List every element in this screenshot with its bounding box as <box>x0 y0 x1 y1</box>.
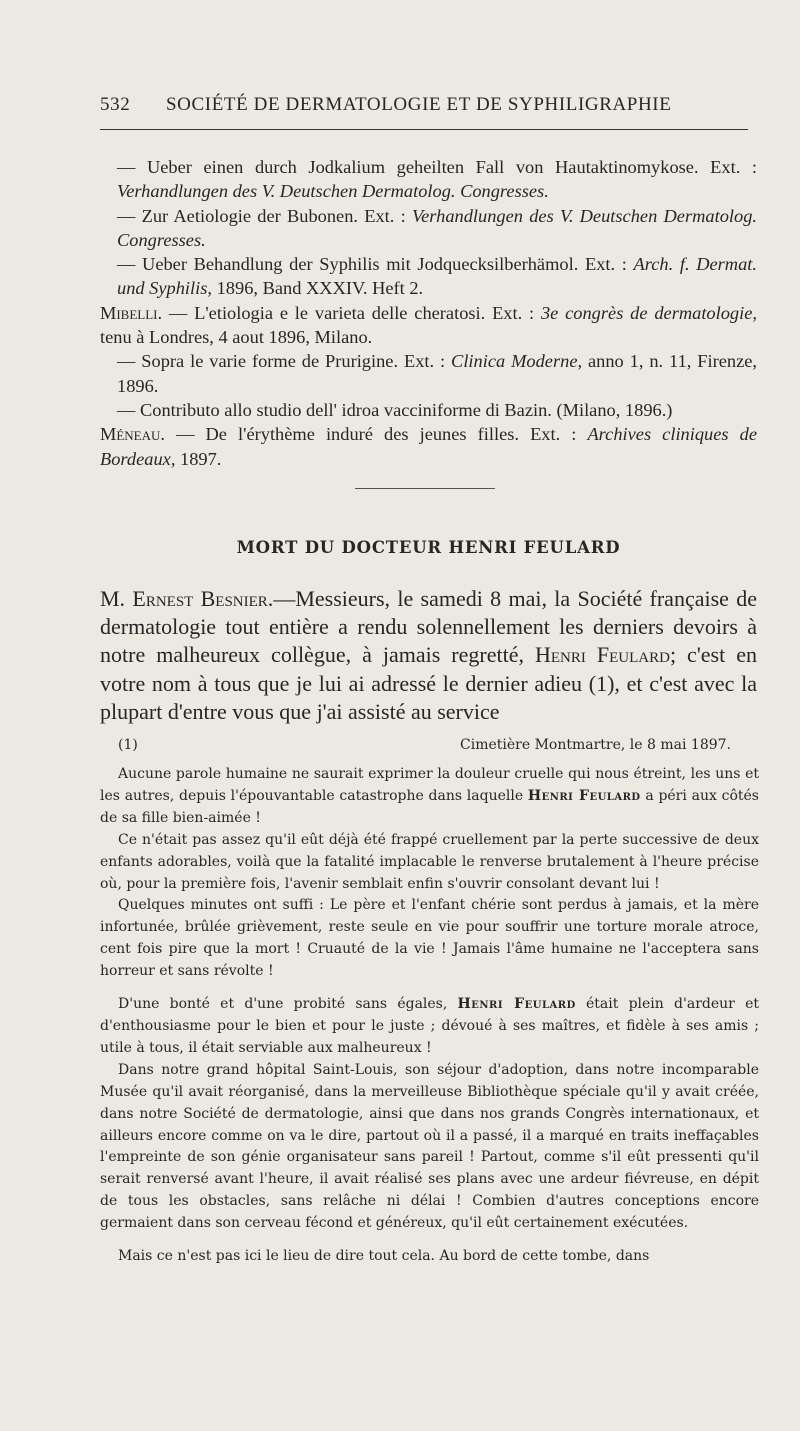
footnote-paragraph: D'une bonté et d'une probité sans égales, Henri Feulard était plein d'ardeur et d'enthousiasme pour le bien et pour le juste ; dévoué à ses maîtres, et fidèle à ses amis ; utile à tous, il était serviable aux malheureux ! <box>100 996 759 1056</box>
person-name: Henri Feulard <box>527 787 641 804</box>
reference-item: Mibelli. — L'etiologia e le varieta delle cheratosi. Ext. : 3e congrès de dermatologie, tenu à Londres, 4 aout 1896, Milano. <box>100 302 757 348</box>
footnote-heading <box>100 735 759 759</box>
reference-item: — Contributo allo studio dell' idroa vacciniforme di Bazin. (Milano, 1896.) <box>117 399 673 420</box>
speaker-name: Ernest Besnier. <box>132 586 274 611</box>
reference-item: — Ueber Behandlung der Syphilis mit Jodquecksilberhämol. Ext. : Arch. f. Dermat. und Syphilis, 1896, Band XXXIV. Heft 2. <box>117 254 757 299</box>
footnote-paragraph: Aucune parole humaine ne saurait exprimer la douleur cruelle qui nous étreint, les uns et les autres, depuis l'épouvantable catastrophe dans laquelle Henri Feulard a péri aux côtés de sa fille bien-aimée ! <box>100 766 759 826</box>
footnote-paragraph: Mais ce n'est pas ici le lieu de dire tout cela. Au bord de cette tombe, dans <box>118 1248 650 1265</box>
bibliography-list <box>100 155 758 471</box>
person-name: Henri Feulard <box>534 642 670 668</box>
running-title: SOCIÉTÉ DE DERMATOLOGIE ET DE SYPHILIGRAPHIE <box>166 94 672 115</box>
person-name: Henri Feulard <box>457 996 576 1013</box>
running-header <box>100 94 760 116</box>
reference-item: — Zur Aetiologie der Bubonen. Ext. : Verhandlungen des V. Deutschen Dermatolog. Congresses. <box>117 205 757 250</box>
reference-author: Méneau. <box>100 424 165 445</box>
paragraph-gap <box>100 983 759 994</box>
footnote-paragraph: Ce n'était pas assez qu'il eût déjà été frappé cruellement par la perte successive de deux enfants adorables, voilà que la fatalité implacable le renverse brutalement à l'heure précise où, pour la première fois, l'avenir semblait enfin s'ouvrir consolant devant lui ! <box>100 831 759 892</box>
reference-author: Mibelli. <box>100 302 163 323</box>
reference-item: Méneau. — De l'érythème induré des jeunes filles. Ext. : Archives cliniques de Bordeaux, 1897. <box>100 424 758 469</box>
footnote-number: (1) <box>118 737 138 753</box>
reference-item: — Ueber einen durch Jodkalium geheilten Fall von Hautaktinomykose. Ext. : Verhandlungen des V. Deutschen Dermatolog. Congresses. <box>117 157 757 202</box>
section-separator <box>355 488 495 489</box>
paragraph-gap <box>100 1235 759 1246</box>
page-number: 532 <box>100 94 131 115</box>
footnote-place-date: Cimetière Montmartre, le 8 mai 1897. <box>460 737 731 753</box>
section-title: MORT DU DOCTEUR HENRI FEULARD <box>236 538 621 557</box>
footnote <box>100 735 759 1268</box>
reference-item: — Sopra le varie forme de Prurigine. Ext. : Clinica Moderne, anno 1, n. 11, Firenze, 1896. <box>117 351 758 396</box>
footnote-paragraph: Quelques minutes ont suffi : Le père et l'enfant chérie sont perdus à jamais, et la mère infortunée, brûlée grièvement, reste seule en vie pour souffrir une torture morale atroce, cent fois pire que la mort ! Cruauté de la vie ! Jamais l'âme humaine ne l'acceptera sans horreur et sans révolte ! <box>100 897 759 980</box>
header-rule <box>100 129 748 130</box>
footnote-paragraph: Dans notre grand hôpital Saint-Louis, son séjour d'adoption, dans notre incomparable Musée qu'il avait réorganisé, dans la merveilleuse Bibliothèque spéciale qu'il y avait créée, dans notre Société de dermatologie, ainsi que dans nos grands Congrès internationaux, et ailleurs encore comme on va le dire, partout où il a passé, il a marqué en traits ineffaçables l'empreinte de son génie organisateur sans pareil ! Partout, comme s'il eût pressenti qu'il serait renversé avant l'heure, il avait réalisé ses plans avec une ardeur fiévreuse, en dépit de tous les obstacles, sans relâche ni délai ! Combien d'autres conceptions encore germaient dans son cerveau fécond et généreux, qu'il eût certainement exécutées. <box>100 1061 759 1232</box>
main-text <box>100 585 757 726</box>
body-paragraph: M. Ernest Besnier.—Messieurs, le samedi 8 mai, la Société française de dermatologie tout entière a rendu solennellement les derniers devoirs à notre malheureux collègue, à jamais regretté, Henri Feulard; c'est en votre nom à tous que je lui ai adressé le dernier adieu (1), et c'est avec la plupart d'entre vous que j'ai assisté au service <box>100 586 757 724</box>
